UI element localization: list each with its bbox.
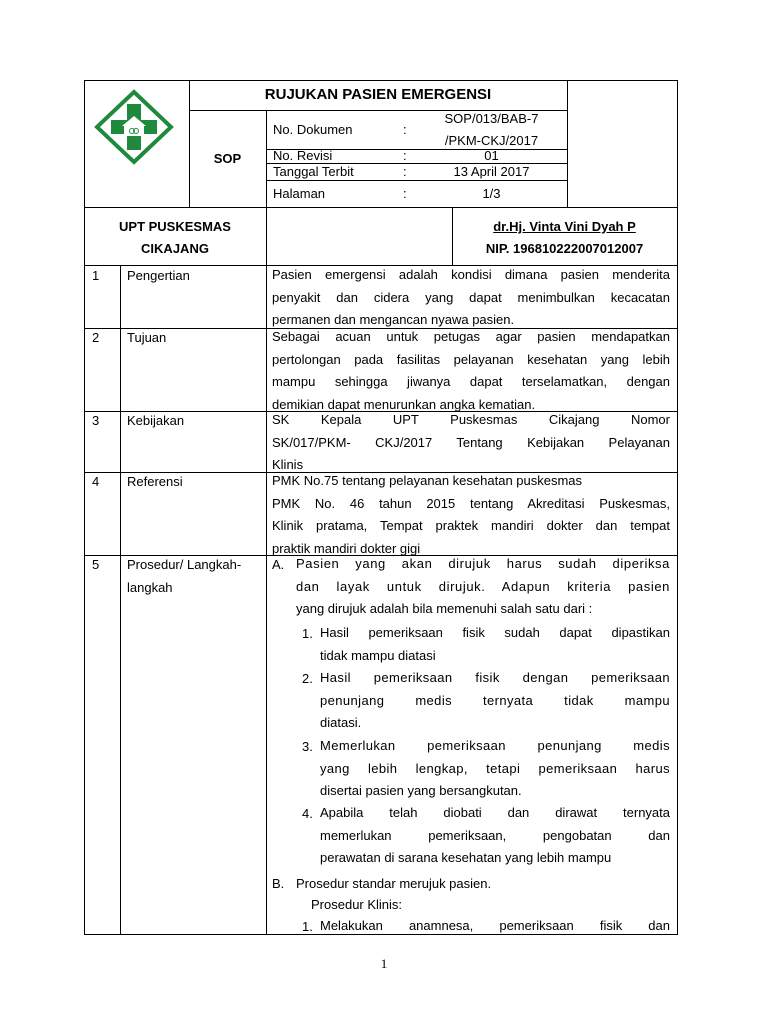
klinis-item-1-body (320, 915, 670, 938)
section-2-number: 2 (92, 330, 100, 345)
section-1-number: 1 (92, 268, 100, 283)
terbit-colon: : (403, 164, 407, 179)
halaman-value: 1/3 (482, 186, 501, 201)
klinis-item-1-number: 1. (302, 919, 313, 934)
section-2-label: Tujuan (127, 330, 167, 345)
text-line: SK/017/PKM- CKJ/2017 Tentang Kebijakan Pelayanan (272, 434, 670, 450)
prosedur-a-marker: A. (272, 557, 285, 572)
halaman-label: Halaman (273, 186, 326, 201)
text-line: Pasien emergensi adalah kondisi dimana pasien menderita (272, 267, 670, 282)
text-line: Melakukan anamnesa, pemeriksaan fisik dan (320, 918, 670, 933)
text-line: diatasi. (320, 715, 362, 730)
document-title: RUJUKAN PASIEN EMERGENSI (264, 86, 492, 103)
prosedur-b-marker: B. (272, 876, 285, 891)
doc-no-label: No. Dokumen (273, 122, 353, 137)
head-name: dr.Hj. Vinta Vini Dyah P (493, 219, 636, 234)
item-2-body (320, 667, 670, 735)
org-name-line-1: UPT PUSKESMAS (119, 219, 231, 234)
terbit-label: Tanggal Terbit (273, 164, 354, 179)
text-line: Hasil pemeriksaan fisik dengan pemeriksaan (320, 670, 670, 685)
section-5-label-line-2: langkah (127, 580, 173, 595)
text-line: tidak mampu diatasi (320, 647, 436, 663)
section-4-number: 4 (92, 474, 100, 489)
section-3-number: 3 (92, 413, 100, 428)
terbit-value: 13 April 2017 (453, 164, 530, 179)
text-line: Sebagai acuan untuk petugas agar pasien mendapatkan (272, 329, 670, 344)
text-line: permanen dan mengancan nyawa pasien. (272, 312, 515, 327)
prosedur-a-body (296, 553, 670, 621)
text-line: penyakit dan cidera yang dapat menimbulkan kecacatan (272, 289, 670, 305)
text-line: dan layak untuk dirujuk. Adapun kriteria pasien (296, 578, 670, 594)
section-4-label: Referensi (127, 474, 183, 489)
text-line: Apabila telah diobati dan dirawat ternyata (320, 805, 670, 820)
prosedur-b-text: Prosedur standar merujuk pasien. (296, 876, 492, 891)
section-4-body (272, 470, 670, 560)
revisi-value: 01 (484, 148, 499, 163)
text-line: praktik mandiri dokter gigi (272, 540, 421, 556)
item-3-number: 3. (302, 739, 313, 754)
text-line: disertai pasien yang bersangkutan. (320, 783, 522, 798)
item-1-body (320, 622, 670, 667)
puskesmas-logo-icon (93, 88, 175, 166)
text-line: PMK No. 46 tahun 2015 tentang Akreditasi Puskesmas, (272, 495, 670, 511)
item-4-body (320, 802, 670, 870)
puskesmas-logo (93, 88, 175, 166)
page-number: 1 (380, 956, 388, 971)
org-name-line-2: CIKAJANG (141, 241, 209, 256)
text-line: Klinik pratama, Tempat praktek mandiri dokter dan tempat (272, 518, 670, 533)
item-4-number: 4. (302, 806, 313, 821)
text-line: yang lebih lengkap, tetapi pemeriksaan harus (320, 760, 670, 776)
section-1-body (272, 264, 670, 332)
text-line: pertolongan pada fasilitas pelayanan kesehatan yang lebih (272, 351, 670, 367)
section-5-number: 5 (92, 557, 100, 572)
doc-no-value-1: SOP/013/BAB-7 (444, 111, 539, 126)
item-1-number: 1. (302, 626, 313, 641)
text-line: memerlukan pemeriksaan, pengobatan dan (320, 827, 670, 843)
text-line: Hasil pemeriksaan fisik sudah dapat dipastikan (320, 625, 670, 640)
revisi-colon: : (403, 148, 407, 163)
prosedur-klinis-label: Prosedur Klinis: (311, 897, 403, 912)
item-2-number: 2. (302, 671, 313, 686)
text-line: PMK No.75 tentang pelayanan kesehatan puskesmas (272, 473, 583, 488)
section-1-label: Pengertian (127, 268, 190, 283)
text-line: perawatan di sarana kesehatan yang lebih mampu (320, 850, 612, 865)
section-3-label: Kebijakan (127, 413, 185, 428)
text-line: Pasien yang akan dirujuk harus sudah diperiksa (296, 556, 670, 571)
text-line: mampu sehingga jiwanya dapat terselamatkan, dengan (272, 374, 670, 389)
sop-label: SOP (213, 151, 242, 166)
text-line: yang dirujuk adalah bila memenuhi salah satu dari : (296, 601, 593, 616)
section-3-body (272, 409, 670, 477)
doc-no-value-2: /PKM-CKJ/2017 (444, 133, 539, 148)
text-line: penunjang medis ternyata tidak mampu (320, 692, 670, 708)
text-line: Klinis (272, 457, 304, 472)
text-line: SK Kepala UPT Puskesmas Cikajang Nomor (272, 412, 670, 427)
head-nip: NIP. 196810222007012007 (485, 241, 644, 256)
section-5-label-line-1: Prosedur/ Langkah- (127, 557, 242, 572)
text-line: Memerlukan pemeriksaan penunjang medis (320, 738, 670, 753)
text-line: demikian dapat menurunkan angka kematian. (272, 396, 536, 412)
revisi-label: No. Revisi (273, 148, 333, 163)
section-2-body (272, 326, 670, 416)
halaman-colon: : (403, 186, 407, 201)
item-3-body (320, 735, 670, 803)
doc-no-colon: : (403, 122, 407, 137)
